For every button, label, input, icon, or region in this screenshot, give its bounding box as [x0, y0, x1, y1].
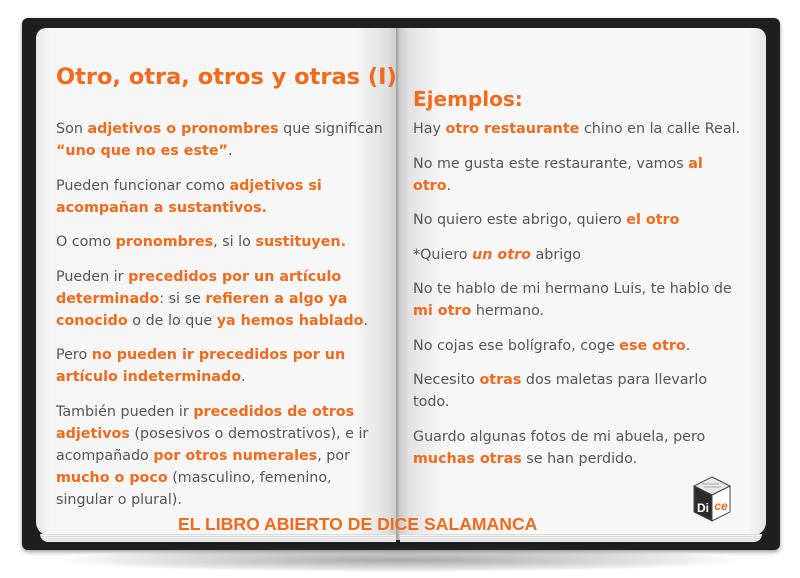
left-page-text	[56, 118, 392, 523]
highlight-segment: adjetivos o pronombres	[87, 121, 279, 137]
text-segment: : si se	[159, 290, 206, 307]
book-spine	[396, 28, 400, 540]
text-segment: que significan	[278, 121, 383, 137]
text-segment: Pueden funcionar como	[56, 177, 230, 194]
logo-text-di: Di	[697, 501, 709, 515]
logo-text-ce: ce	[714, 499, 728, 513]
footer-caption: EL LIBRO ABIERTO DE DICE SALAMANCA	[178, 514, 538, 534]
paragraph	[56, 231, 392, 253]
highlight-segment: precedidos por un artículo determinado	[56, 268, 342, 307]
paragraph	[56, 266, 392, 332]
text-segment: No te hablo de mi hermano Luis, te hablo de	[413, 281, 732, 297]
highlight-segment: otro restaurante	[445, 121, 580, 137]
text-segment: chino en la calle Real.	[579, 121, 741, 137]
highlight-segment: no pueden ir precedidos por un artículo indeterminado	[56, 347, 346, 385]
highlight-segment: un otro	[472, 246, 531, 263]
paragraph	[56, 344, 392, 388]
highlight-segment: ese otro	[619, 337, 686, 354]
text-segment: (masculino, femenino, singular o plural).	[56, 469, 332, 508]
text-segment: (posesivos o demostrativos), e ir acompañado	[56, 425, 369, 464]
highlight-segment: otras	[479, 372, 522, 388]
paragraph	[413, 369, 743, 413]
text-segment: Pero	[56, 347, 92, 363]
text-segment: Guardo algunas fotos de mi abuela, pero	[413, 428, 706, 445]
paragraph	[413, 244, 743, 266]
examples-list	[413, 118, 743, 482]
text-segment: No me gusta este restaurante, vamos	[413, 155, 689, 172]
highlight-segment: pronombres	[115, 234, 214, 250]
highlight-segment: el otro	[626, 212, 680, 228]
text-segment: hermano.	[471, 303, 545, 319]
paragraph	[413, 153, 743, 197]
highlight-segment: mi otro	[413, 303, 472, 319]
text-segment: , por	[317, 447, 350, 464]
text-segment: O como	[56, 234, 116, 250]
highlight-segment: por otros numerales	[153, 447, 318, 464]
text-segment: dos maletas para llevarlo todo.	[413, 372, 708, 410]
paragraph	[413, 118, 743, 140]
book-shadow	[60, 548, 740, 572]
highlight-segment: sustituyen.	[255, 234, 347, 250]
paragraph	[56, 175, 392, 219]
highlight-segment: refieren a algo ya conocido	[56, 290, 348, 329]
highlight-segment: mucho o poco	[56, 469, 168, 486]
text-segment: Necesito	[413, 372, 480, 388]
text-segment: Pueden ir	[56, 268, 129, 285]
highlight-segment: adjetivos si acompañan a sustantivos.	[56, 177, 322, 216]
paragraph	[413, 278, 743, 322]
text-segment: Son	[56, 121, 88, 137]
text-segment: , si lo	[213, 234, 256, 250]
text-segment: *Quiero	[413, 246, 473, 263]
dice-logo-icon	[692, 475, 732, 523]
highlight-segment: ya hemos hablado	[216, 312, 364, 329]
paragraph	[413, 209, 743, 231]
text-segment: .	[227, 143, 233, 159]
paragraph	[413, 426, 743, 470]
text-segment: Hay	[413, 121, 446, 137]
examples-heading: Ejemplos:	[413, 87, 523, 111]
text-segment: No cojas ese bolígrafo, coge	[413, 337, 620, 354]
paragraph	[413, 335, 743, 357]
highlight-segment: muchas otras	[413, 450, 522, 467]
page-title: Otro, otra, otros y otras (I)	[56, 64, 397, 90]
text-segment: o de lo que	[127, 312, 217, 329]
text-segment: No quiero este abrigo, quiero	[413, 212, 627, 228]
highlight-segment: “uno que no es este”	[56, 143, 228, 159]
text-segment: También pueden ir	[56, 403, 194, 420]
paragraph	[56, 401, 392, 511]
highlight-segment: precedidos de otros adjetivos	[56, 403, 355, 442]
text-segment: se han perdido.	[521, 450, 638, 467]
text-segment: .	[241, 369, 246, 385]
text-segment: .	[446, 177, 452, 194]
highlight-segment: al otro	[413, 155, 703, 194]
paragraph	[56, 118, 392, 162]
text-segment: .	[363, 312, 368, 329]
text-segment: .	[685, 337, 691, 354]
text-segment: abrigo	[530, 246, 582, 263]
